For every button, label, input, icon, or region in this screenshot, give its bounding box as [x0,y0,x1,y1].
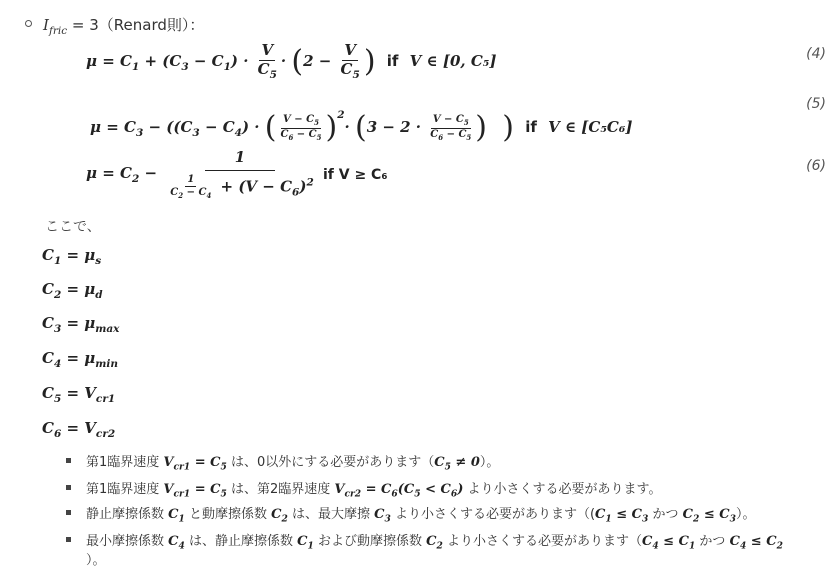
note-1-text-a: 第1臨界速度 [86,455,160,470]
eq4-if: if [386,52,399,70]
note-2-text-c: より小さくする必要があります。 [467,482,662,497]
note-3-text-f: ）。 [735,507,756,522]
renard-label: （Renard則）： [98,16,205,34]
list-bullet [66,537,71,542]
note-3-text-a: 静止摩擦係数 [86,507,165,522]
definition-c6: $C_6 = V_{cr2}$ [42,419,116,440]
equation-number-5: (5) [806,96,826,112]
definition-c2: $C_2 = \mu_d$ [42,280,103,301]
note-3-text-e: かつ [652,507,679,522]
equation-6: $\mu = C_2$ − 1 $\frac{1}{C_2 - C_4}$ + $(V - C_6)^2$ if V ≥ C₆ [86,148,388,201]
note-3-text-c: は、最大摩擦 [291,507,370,522]
symbol-i: I [43,16,49,34]
note-4-text-e: かつ [699,534,726,549]
note-3-text-b: と動摩擦係数 [188,507,267,522]
definition-c5: $C_5 = V_{cr1}$ [42,384,116,405]
note-4-continuation [86,549,106,568]
note-1: 第1臨界速度 $V_{cr1} = C_5$ は、0以外にする必要があります$(C_5 \ne 0)$。 [86,455,500,473]
equation-number-4: (4) [806,46,826,62]
list-bullet [66,485,71,490]
note-4-text-b: は、静止摩擦係数 [188,534,293,549]
note-4-text-f: ）。 [86,553,106,568]
equals-value: = 3 [71,16,99,34]
note-1-text-c: ）。 [479,455,500,470]
list-bullet [66,458,71,463]
note-4-text-c: および動摩擦係数 [317,534,422,549]
intro-text: ここで、 [45,219,101,235]
eq5-if: if [525,118,537,136]
eq4-domain: V ∈ [0, C₅] [409,52,497,70]
note-2: 第1臨界速度 $V_{cr1} = C_5$ は、第2臨界速度 $V_{cr2} = C_6(C_5 < C_6)$ より小さくする必要があります。 [86,482,662,500]
eq6-condition: if V ≥ C₆ [322,166,388,183]
definition-c4: $C_4 = \mu_{min}$ [42,349,118,370]
definition-c1: $C_1 = \mu_s$ [42,246,102,267]
note-2-text-b: は、第2臨界速度 [230,482,331,497]
note-1-text-b: は、0以外にする必要があります（ [230,455,435,470]
note-4-text-a: 最小摩擦係数 [86,534,165,549]
note-4: 最小摩擦係数 $C_4$ は、静止摩擦係数 $C_1$ および動摩擦係数 $C_2$ より小さくする必要があります（$C_4 \le C_1$ かつ $C_4 \le C_2$ [86,534,783,552]
symbol-sub: fric [48,25,68,37]
note-2-text-a: 第1臨界速度 [86,482,160,497]
list-bullet [66,510,71,515]
equation-number-6: (6) [806,158,826,174]
equation-5: $\mu = C_3 - ((C_3 - C_4)$ · ( $\frac{V - C_5}{C_6 - C_5}$ )$^2$· (3 − 2 · $\frac{V - C_5}{C_6 - C_5}$ ) ) if V ∈ [C₅C₆] [90,109,633,145]
renard-heading [43,14,204,37]
eq5-domain: V ∈ [C₅C₆] [548,118,633,136]
note-3-text-d: より小さくする必要があります（( [394,507,596,522]
list-bullet [25,20,32,27]
definition-c3: $C_3 = \mu_{max}$ [42,314,120,335]
note-3: 静止摩擦係数 $C_1$ と動摩擦係数 $C_2$ は、最大摩擦 $C_3$ より小さくする必要があります（($C_1 \le C_3$ かつ $C_2 \le C_3$）。 [86,507,756,525]
equation-4: $\mu = C_1 + (C_3 - C_1)$ · $\frac{V}{C_5}$ · (2 − $\frac{V}{C_5}$ ) if V ∈ [0, C₅] [86,41,497,81]
note-4-text-d: より小さくする必要があります（ [446,534,642,549]
